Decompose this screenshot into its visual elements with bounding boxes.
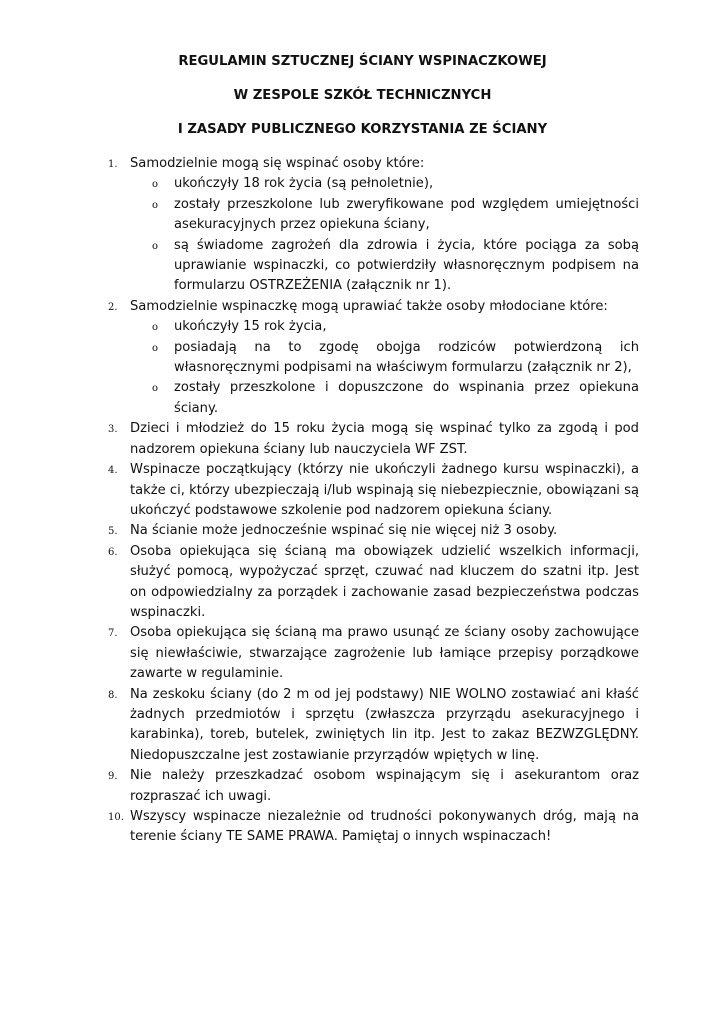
rule-item bbox=[108, 419, 639, 460]
sub-item-text: ukończyły 15 rok życia, bbox=[174, 319, 327, 335]
rule-item bbox=[108, 154, 639, 297]
rule-text: Wspinacze początkujący (którzy nie ukończyli żadnego kursu wspinaczki), a także ci, którzy ubezpieczają i/lub wspinają się niebezpiecznie, obowiązani są ukończyć podstawowe szkolenie pod nadzorem opiekuna ściany. bbox=[130, 462, 639, 518]
bullet-icon: o bbox=[152, 199, 159, 211]
sub-item bbox=[130, 317, 639, 337]
rule-number: 10. bbox=[108, 812, 124, 823]
rule-item bbox=[108, 623, 639, 684]
sub-item bbox=[130, 338, 639, 379]
sub-item-text: zostały przeszkolone lub zweryfikowane pod względem umiejętności asekuracyjnych przez opiekuna ściany, bbox=[174, 196, 639, 233]
rule-item bbox=[108, 766, 639, 807]
rule-text: Samodzielnie mogą się wspinać osoby które: bbox=[130, 156, 425, 171]
bullet-icon: o bbox=[152, 322, 159, 334]
sub-item-text: są świadome zagrożeń dla zdrowia i życia, które pociąga za sobą uprawianie wspinaczki, co potwierdziły własnoręcznym podpisem na formularzu OSTRZEŻENIA (załącznik nr 1). bbox=[174, 237, 639, 294]
rule-text: Nie należy przeszkadzać osobom wspinającym się i asekurantom oraz rozpraszać ich uwagi. bbox=[130, 768, 639, 804]
sub-list bbox=[130, 174, 639, 296]
rule-item bbox=[108, 807, 639, 848]
sub-list bbox=[130, 317, 639, 419]
document-title-line-3: I ZASADY PUBLICZNEGO KORZYSTANIA ZE ŚCIANY bbox=[177, 122, 548, 137]
rule-item bbox=[108, 685, 639, 767]
rule-number: 1. bbox=[108, 159, 118, 170]
rule-text: Samodzielnie wspinaczkę mogą uprawiać także osoby młodociane które: bbox=[130, 298, 608, 314]
rule-number: 4. bbox=[108, 465, 118, 477]
rule-text: Dzieci i młodzież do 15 roku życia mogą się wspinać tylko za zgodą i pod nadzorem opiekuna ściany lub nauczyciela WF ZST. bbox=[130, 421, 639, 457]
rule-item bbox=[108, 521, 639, 541]
rule-number: 5. bbox=[108, 526, 118, 538]
bullet-icon: o bbox=[152, 240, 159, 252]
sub-item bbox=[130, 236, 639, 297]
sub-item-text: zostały przeszkolone i dopuszczone do wspinania przez opiekuna ściany. bbox=[174, 380, 639, 416]
bullet-icon: o bbox=[152, 383, 159, 395]
document-title-line-2: W ZESPOLE SZKÓŁ TECHNICZNYCH bbox=[233, 88, 492, 103]
rule-text: Osoba opiekująca się ścianą ma prawo usunąć ze ściany osoby zachowujące się niewłaściwie, stwarzające zagrożenie lub łamiące przepisy porządkowe zawarte w regulaminie. bbox=[130, 625, 639, 682]
rule-number: 9. bbox=[108, 771, 118, 783]
rule-number: 8. bbox=[108, 689, 118, 701]
bullet-icon: o bbox=[152, 179, 159, 191]
rule-number: 6. bbox=[108, 546, 118, 558]
rule-text: Wszyscy wspinacze niezależnie od trudności pokonywanych dróg, mają na terenie ściany TE SAME PRAWA. Pamiętaj o innych wspinaczach! bbox=[130, 809, 639, 845]
rule-number: 3. bbox=[108, 424, 118, 436]
sub-item bbox=[130, 195, 639, 236]
rules-list bbox=[108, 154, 639, 848]
sub-item-text: ukończyły 18 rok życia (są pełnoletnie), bbox=[174, 176, 434, 192]
rule-text: Osoba opiekująca się ścianą ma obowiązek udzielić wszelkich informacji, służyć pomocą, wypożyczać sprzęt, czuwać nad kluczem do szatni itp. Jest on odpowiedzialny za porządek i zachowanie zasad bezpieczeństwa podczas wspinaczki. bbox=[130, 543, 639, 620]
sub-item bbox=[130, 174, 639, 194]
document-title-line-1: REGULAMIN SZTUCZNEJ ŚCIANY WSPINACZKOWEJ bbox=[178, 54, 547, 69]
rule-number: 2. bbox=[108, 301, 118, 313]
sub-item-text: posiadają na to zgodę obojga rodziców potwierdzoną ich własnoręcznymi podpisami na właściwym formularzu (załącznik nr 2), bbox=[174, 339, 639, 376]
rule-number: 7. bbox=[108, 628, 118, 640]
rule-text: Na ścianie może jednocześnie wspinać się nie więcej niż 3 osoby. bbox=[130, 523, 558, 539]
bullet-icon: o bbox=[152, 342, 159, 354]
sub-item bbox=[130, 378, 639, 419]
rule-item bbox=[108, 542, 639, 624]
rule-item bbox=[108, 460, 639, 521]
rule-text: Na zeskoku ściany (do 2 m od jej podstawy) NIE WOLNO zostawiać ani kłaść żadnych przedmiotów i sprzętu (zwłaszcza przyrządu asekuracyjnego i karabinka), toreb, butelek, zwiniętych lin itp. Jest to zakaz BEZWZGLĘDNY. Niedopuszczalne jest zostawianie przyrządów wpiętych w linę. bbox=[130, 686, 639, 763]
rule-item bbox=[108, 297, 639, 419]
